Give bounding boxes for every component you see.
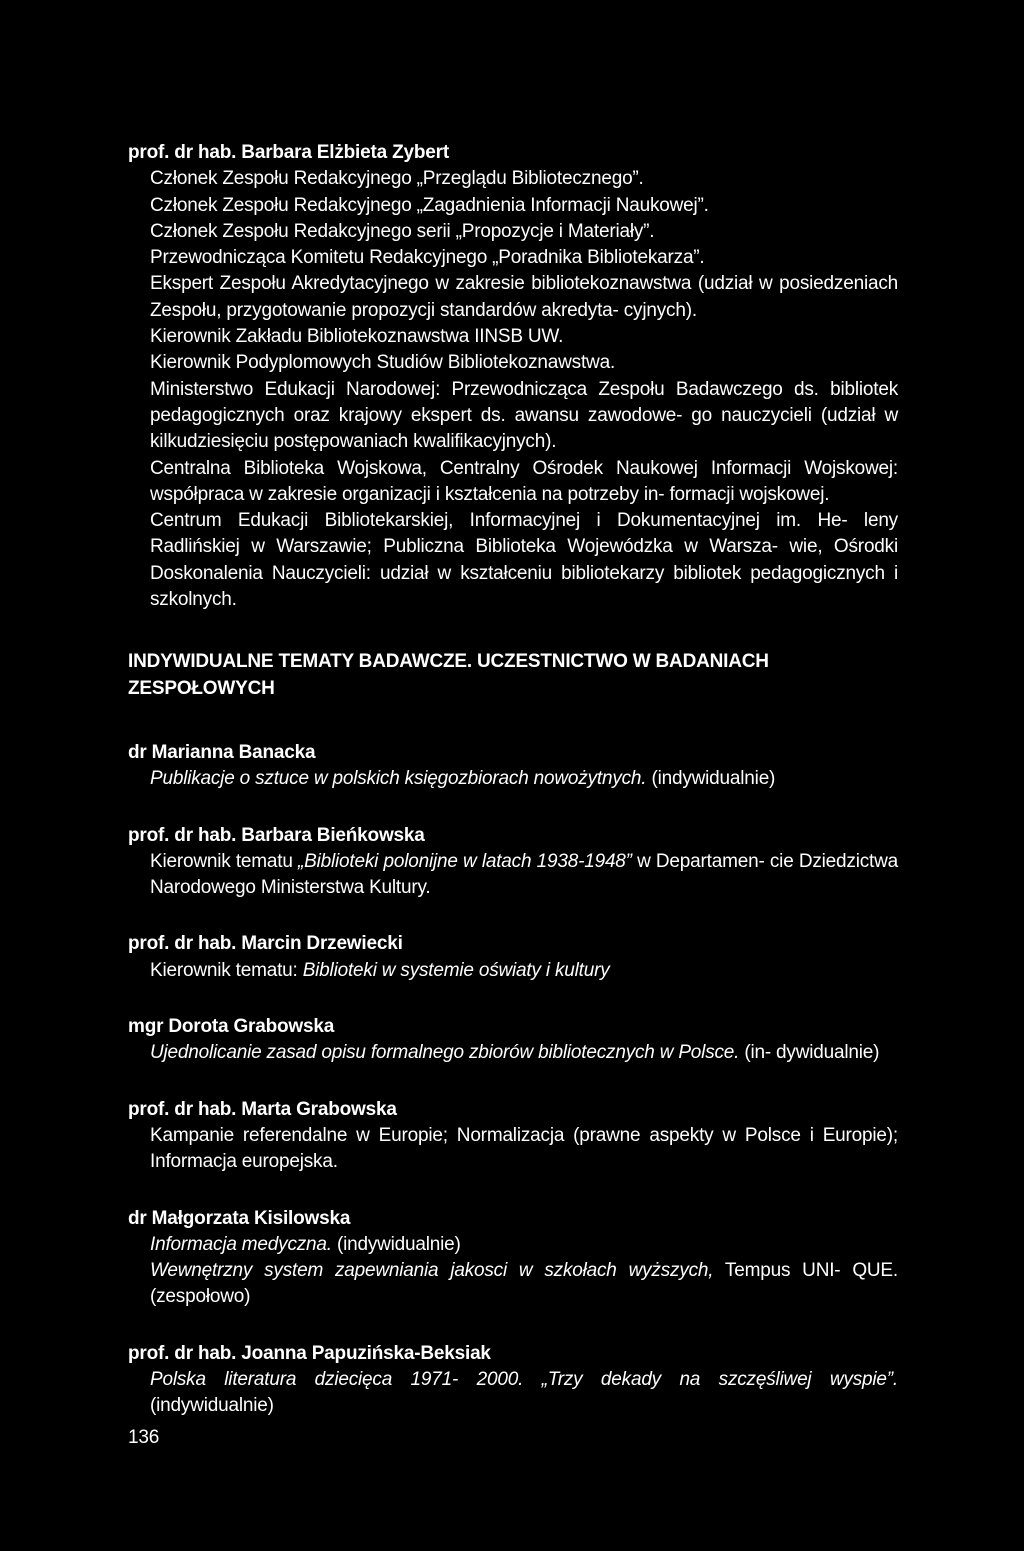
role-line: Centrum Edukacji Bibliotekarskiej, Informacyjnej i Dokumentacyjnej im. He- leny Radlińskiej w Warszawie; Publiczna Biblioteka Wojewódzka w Warsza- wie, Ośrodki Doskonalenia Nauczycieli: udział w kształceniu bibliotekarzy bibliotek pedagogicznych i szkolnych. <box>150 510 898 611</box>
entry-text <box>128 958 898 984</box>
research-entry <box>128 1341 898 1420</box>
entry-text <box>128 1367 898 1420</box>
person-roles <box>128 166 898 613</box>
role-line: Przewodnicząca Komitetu Redakcyjnego „Poradnika Bibliotekarza”. <box>150 247 705 269</box>
person-name: prof. dr hab. Barbara Elżbieta Zybert <box>128 142 449 163</box>
entry-note: (indywidualnie) <box>331 1233 461 1255</box>
role-line: Ministerstwo Edukacji Narodowej: Przewodnicząca Zespołu Badawczego ds. bibliotek pedagogicznych oraz krajowy ekspert ds. awansu zawodowe- go nauczycieli (udział w kilkudziesięciu postępowaniach kwalifikacyjnych). <box>150 378 898 453</box>
role-line: Ekspert Zespołu Akredytacyjnego w zakresie bibliotekoznawstwa (udział w posiedzeniach Zespołu, przygotowanie propozycji standardów akredyta- cyjnych). <box>150 273 898 321</box>
entry-prefix: Kierownik tematu <box>150 850 299 872</box>
person-name: dr Małgorzata Kisilowska <box>128 1207 351 1229</box>
topic-title: „Biblioteki polonijne w latach 1938-1948” <box>298 850 632 872</box>
entry-text <box>128 1258 898 1311</box>
person-name: prof. dr hab. Marta Grabowska <box>128 1098 397 1120</box>
topic-title: Ujednolicanie zasad opisu formalnego zbiorów bibliotecznych w Polsce. <box>150 1042 740 1064</box>
role-line: Członek Zespołu Redakcyjnego „Zagadnienia Informacji Naukowej”. <box>150 194 709 216</box>
person-name: mgr Dorota Grabowska <box>128 1016 335 1038</box>
person-name: prof. dr hab. Marcin Drzewiecki <box>128 933 403 955</box>
entry-note: (indywidualnie) <box>646 768 776 790</box>
research-entry <box>128 1014 898 1067</box>
entry-text <box>128 1232 898 1258</box>
entry-text <box>128 1040 898 1066</box>
topic-title: Biblioteki w systemie oświaty i kultury <box>302 959 610 981</box>
research-entry <box>128 931 898 984</box>
person-name: prof. dr hab. Joanna Papuzińska-Beksiak <box>128 1342 491 1364</box>
entry-text <box>128 849 898 902</box>
role-line: Centralna Biblioteka Wojskowa, Centralny Ośrodek Naukowej Informacji Wojskowej: współpraca w zakresie organizacji i kształcenia na potrzeby in- formacji wojskowej. <box>150 457 898 505</box>
research-entry <box>128 740 898 793</box>
topic-title: Informacja medyczna. <box>150 1233 332 1255</box>
research-entry <box>128 1206 898 1311</box>
entry-text <box>128 766 898 792</box>
person-name: prof. dr hab. Barbara Bieńkowska <box>128 824 425 846</box>
role-line: Członek Zespołu Redakcyjnego serii „Propozycje i Materiały”. <box>150 220 655 242</box>
entry-note: (in- dywidualnie) <box>739 1042 880 1064</box>
entry-note: (indywidualnie) <box>150 1395 274 1417</box>
entry-text: Kampanie referendalne w Europie; Normalizacja (prawne aspekty w Polsce i Europie); Informacja europejska. <box>150 1124 898 1173</box>
person-name: dr Marianna Banacka <box>128 741 316 763</box>
research-entry <box>128 1097 898 1176</box>
page-number: 136 <box>128 1427 160 1448</box>
role-line: Kierownik Podyplomowych Studiów Bibliotekoznawstwa. <box>150 352 616 374</box>
topic-title: Publikacje o sztuce w polskich księgozbiorach nowożytnych. <box>150 768 647 790</box>
entry-prefix: Kierownik tematu: <box>150 959 303 981</box>
role-line: Kierownik Zakładu Bibliotekoznawstwa IINSB UW. <box>150 326 564 348</box>
section-heading: INDYWIDUALNE TEMATY BADAWCZE. UCZESTNICTWO W BADANIACH ZESPOŁOWYCH <box>128 651 769 699</box>
entry-note: Tempus UNI- QUE. (zespołowo) <box>150 1260 898 1308</box>
role-line: Członek Zespołu Redakcyjnego „Przeglądu Bibliotecznego”. <box>150 168 644 190</box>
topic-title: Polska literatura dziecięca 1971- 2000. „Trzy dekady na szczęśliwej wyspie”. <box>150 1368 898 1390</box>
document-page <box>128 140 898 1420</box>
topic-title: Wewnętrzny system zapewniania jakosci w szkołach wyższych, <box>150 1260 714 1282</box>
entry-note: w Departamen- cie Dziedzictwa Narodowego Ministerstwa Kultury. <box>150 850 899 899</box>
research-entry <box>128 823 898 902</box>
